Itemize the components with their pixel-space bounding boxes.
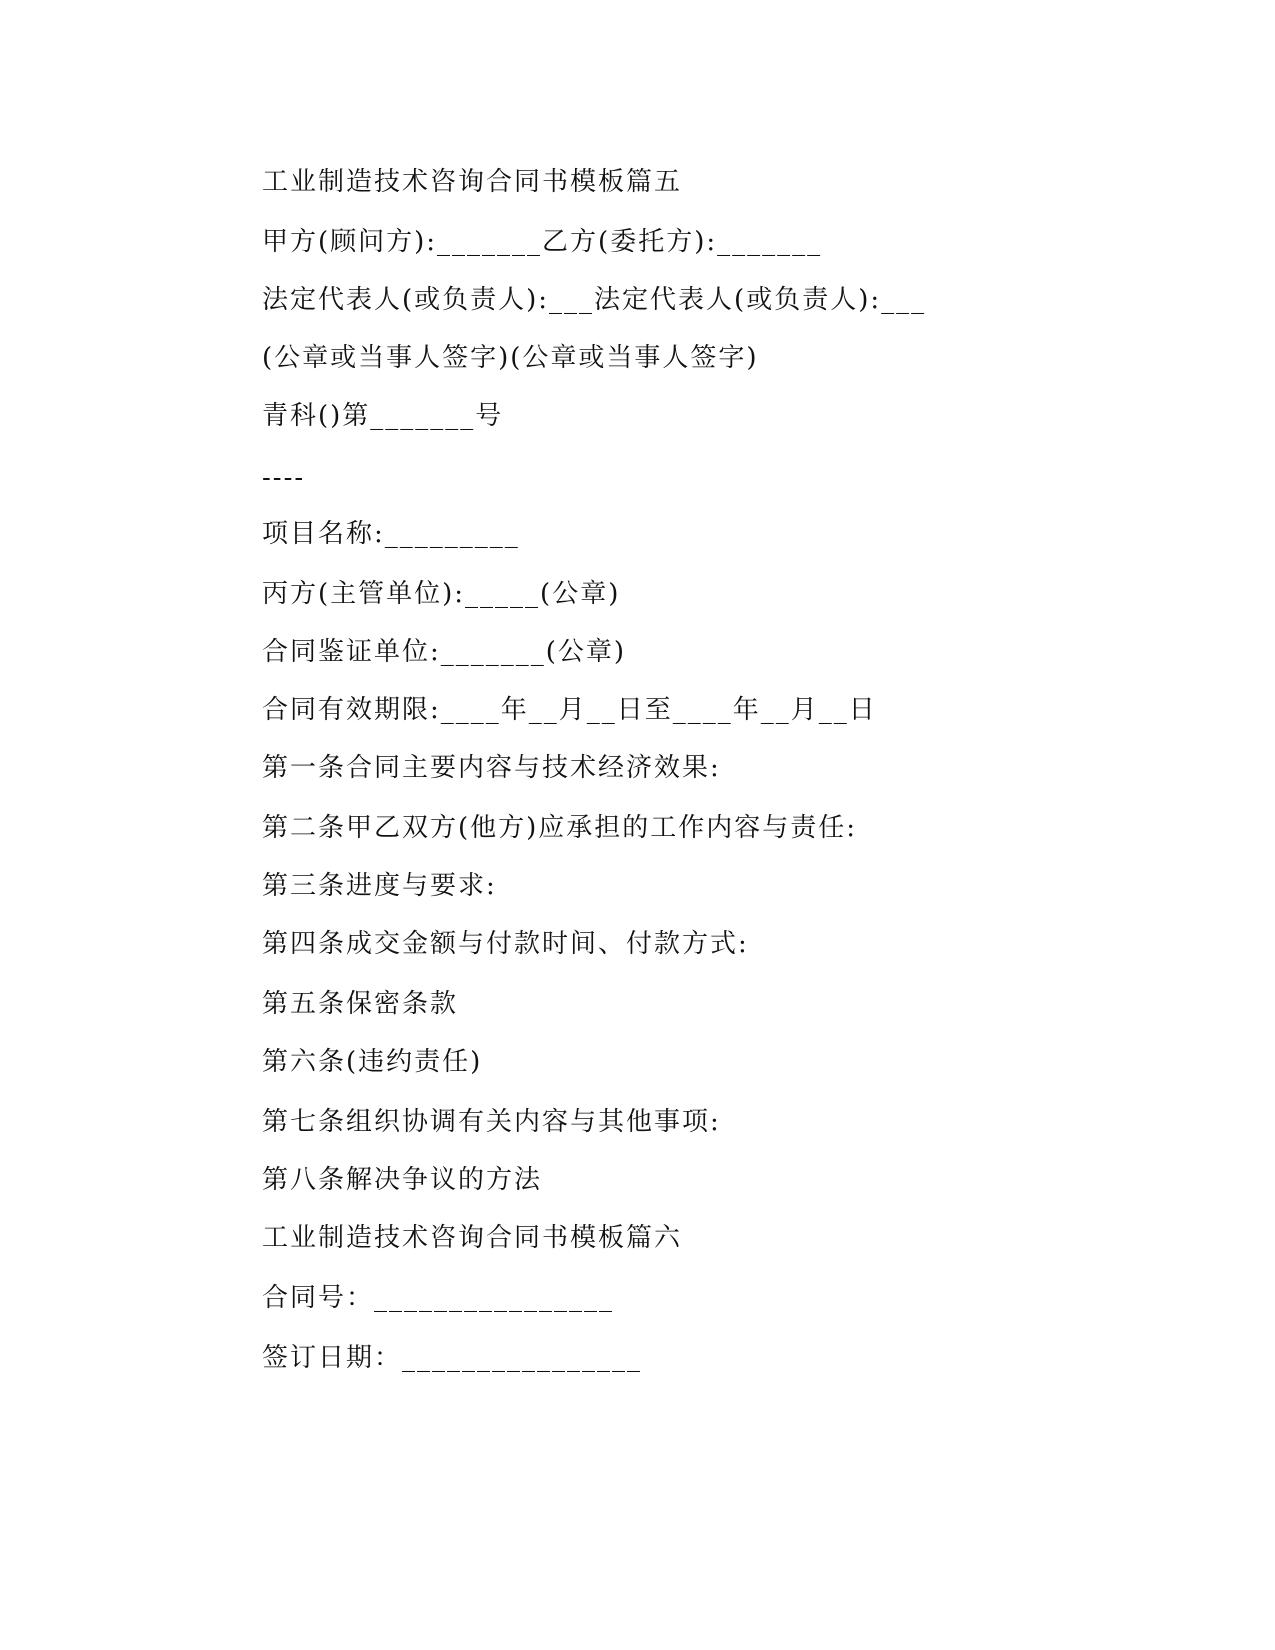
signing-date-line: 签订日期：________________ bbox=[262, 1343, 643, 1373]
validity-period-line: 合同有效期限:____年__月__日至____年__月__日 bbox=[262, 695, 877, 725]
section-title-6: 工业制造技术咨询合同书模板篇六 bbox=[262, 1223, 683, 1253]
section-title-5: 工业制造技术咨询合同书模板篇五 bbox=[262, 167, 683, 197]
article-6: 第六条(违约责任) bbox=[262, 1047, 483, 1077]
article-7: 第七条组织协调有关内容与其他事项: bbox=[262, 1107, 721, 1137]
separator-line: ---- bbox=[262, 463, 306, 493]
article-2: 第二条甲乙双方(他方)应承担的工作内容与责任: bbox=[262, 813, 858, 843]
contract-no-line: 合同号：________________ bbox=[262, 1283, 615, 1313]
article-3: 第三条进度与要求: bbox=[262, 871, 497, 901]
article-5: 第五条保密条款 bbox=[262, 989, 459, 1019]
legal-representative-line: 法定代表人(或负责人):___法定代表人(或负责人):___ bbox=[262, 285, 927, 315]
article-8: 第八条解决争议的方法 bbox=[262, 1165, 543, 1195]
verification-unit-line: 合同鉴证单位:_______(公章) bbox=[262, 637, 627, 667]
article-1: 第一条合同主要内容与技术经济效果: bbox=[262, 753, 721, 783]
party-c-line: 丙方(主管单位):_____(公章) bbox=[262, 579, 621, 609]
seal-signature-line: (公章或当事人签字)(公章或当事人签字) bbox=[262, 343, 759, 373]
article-4: 第四条成交金额与付款时间、付款方式: bbox=[262, 929, 749, 959]
project-name-line: 项目名称:_________ bbox=[262, 519, 520, 549]
contract-number-line: 青科()第_______号 bbox=[262, 401, 504, 431]
party-line: 甲方(顾问方):_______乙方(委托方):_______ bbox=[262, 227, 823, 257]
